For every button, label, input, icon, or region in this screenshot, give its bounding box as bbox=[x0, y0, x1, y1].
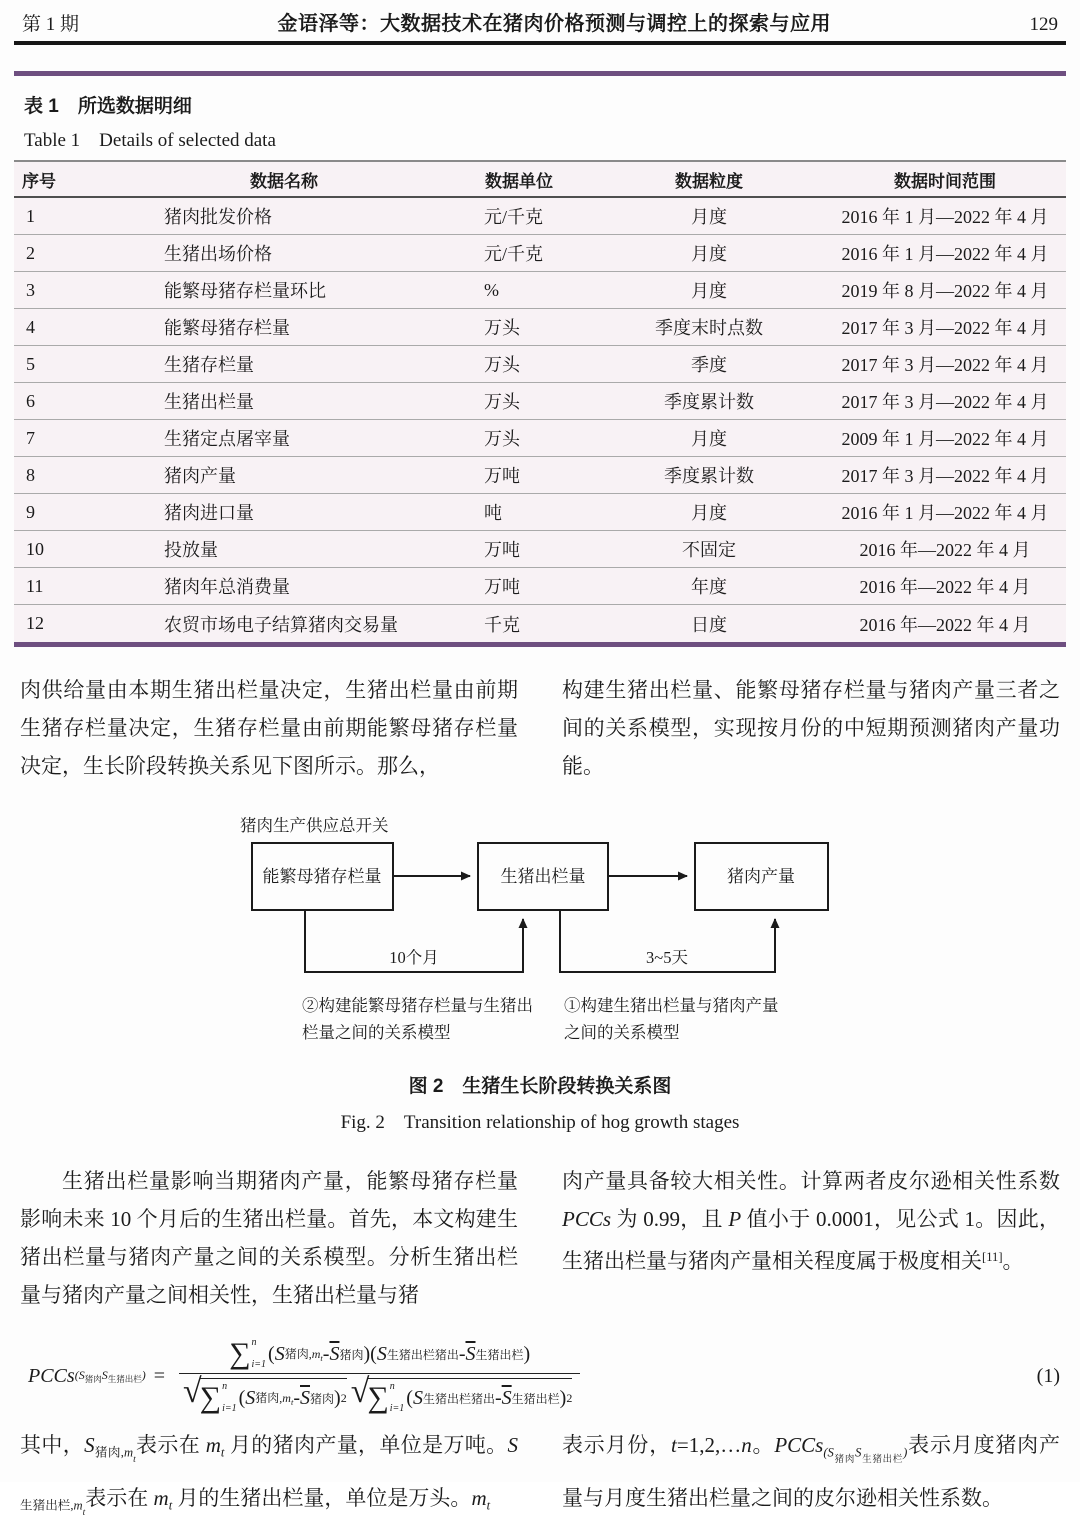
cell-unit: 万头 bbox=[484, 392, 520, 412]
issue-label: 第 1 期 bbox=[22, 14, 80, 35]
table-caption-cn: 表 1 所选数据明细 bbox=[24, 96, 192, 117]
table-row bbox=[14, 568, 1066, 605]
cell-time-range: 2017 年 3 月—2022 年 4 月 bbox=[841, 318, 1049, 338]
cell-unit: 万头 bbox=[484, 429, 520, 449]
table-row bbox=[14, 198, 1066, 235]
equation-1-body bbox=[28, 1338, 1008, 1414]
cell-unit: 万吨 bbox=[484, 577, 520, 597]
data-table bbox=[14, 160, 1066, 642]
paragraph-block-3 bbox=[0, 1426, 1080, 1532]
cell-name: 生猪出栏量 bbox=[164, 392, 254, 412]
cell-index: 12 bbox=[26, 613, 44, 633]
table-caption-en: Table 1 Details of selected data bbox=[24, 130, 276, 151]
head-rule bbox=[14, 41, 1066, 45]
cell-index: 4 bbox=[26, 316, 35, 337]
cell-index: 11 bbox=[26, 575, 44, 596]
cell-unit: 吨 bbox=[484, 503, 502, 523]
cell-granularity: 月度 bbox=[691, 281, 727, 301]
table-header-row bbox=[14, 162, 1066, 198]
cell-name: 生猪定点屠宰量 bbox=[164, 429, 290, 449]
paragraph-1-right: 构建生猪出栏量、能繁母猪存栏量与猪肉产量三者之间的关系模型，实现按月份的中短期预测猪肉产量功能。 bbox=[562, 678, 1060, 778]
pccs-symbol: PCCs bbox=[28, 1364, 75, 1387]
cell-name: 猪肉批发价格 bbox=[164, 207, 272, 227]
equation-number: (1) bbox=[1036, 1364, 1060, 1387]
cell-index: 6 bbox=[26, 390, 35, 411]
table-row bbox=[14, 605, 1066, 642]
table-row bbox=[14, 272, 1066, 309]
cell-name: 生猪存栏量 bbox=[164, 355, 254, 375]
figure-caption-cn: 图 2 生猪生长阶段转换关系图 bbox=[408, 1076, 672, 1097]
table-row bbox=[14, 346, 1066, 383]
figure-caption-en: Fig. 2 Transition relationship of hog growth stages bbox=[340, 1112, 740, 1133]
cell-granularity: 季度末时点数 bbox=[655, 318, 763, 338]
equation-1 bbox=[0, 1328, 1080, 1424]
cell-unit: 万头 bbox=[484, 355, 520, 375]
table-row bbox=[14, 309, 1066, 346]
cell-index: 7 bbox=[26, 427, 35, 448]
edge-label-3-5-days: 3~5天 bbox=[646, 948, 688, 967]
table-body bbox=[14, 198, 1066, 642]
col-header-name: 数据名称 bbox=[250, 171, 318, 191]
paragraph-2-left: 生猪出栏量影响当期猪肉产量，能繁母猪存栏量影响未来 10 个月后的生猪出栏量。首先，本文构建生猪出栏量与猪肉产量之间的关系模型。分析生猪出栏量与猪肉产量之间相关性，生猪出栏量与猪 bbox=[20, 1169, 518, 1307]
cell-time-range: 2009 年 1 月—2022 年 4 月 bbox=[841, 429, 1049, 449]
cell-name: 能繁母猪存栏量 bbox=[164, 318, 290, 338]
radical-2: √ ∑ n i=1 ( S 生猪出栏猪出 - $\overline{S}$ 生猪出栏 ) 2 bbox=[350, 1373, 573, 1414]
equals-sign: = bbox=[153, 1364, 165, 1387]
col-header-unit: 数据单位 bbox=[485, 171, 553, 191]
diagram-note-2-line-1: ②构建能繁母猪存栏量与生猪出 bbox=[302, 996, 533, 1015]
running-head bbox=[0, 0, 1080, 36]
cell-index: 10 bbox=[26, 538, 44, 559]
fraction bbox=[179, 1338, 580, 1414]
col-header-index: 序号 bbox=[22, 171, 56, 191]
cell-unit: 元/千克 bbox=[484, 244, 544, 264]
cell-unit: 万头 bbox=[484, 318, 520, 338]
cell-time-range: 2017 年 3 月—2022 年 4 月 bbox=[841, 392, 1049, 412]
cell-index: 1 bbox=[26, 205, 35, 226]
cell-unit: 千克 bbox=[484, 614, 520, 635]
cell-granularity: 季度累计数 bbox=[664, 392, 754, 412]
cell-unit: 元/千克 bbox=[484, 207, 544, 227]
col-header-time-range: 数据时间范围 bbox=[894, 171, 996, 191]
edge-label-10-months: 10个月 bbox=[389, 948, 439, 967]
cell-time-range: 2019 年 8 月—2022 年 4 月 bbox=[841, 281, 1049, 301]
table-row bbox=[14, 457, 1066, 494]
cell-name: 能繁母猪存栏量环比 bbox=[164, 281, 326, 301]
cell-granularity: 不固定 bbox=[682, 540, 736, 560]
table-bottom-accent-rule bbox=[14, 642, 1066, 647]
table-row bbox=[14, 531, 1066, 568]
paragraph-2-right: 肉产量具备较大相关性。计算两者皮尔逊相关性系数 PCCs 为 0.99，且 P 值小于 0.0001，见公式 1。因此，生猪出栏量与猪肉产量相关程度属于极度相关[11]。 bbox=[562, 1169, 1061, 1273]
sum-operator: ∑ n i=1 bbox=[229, 1337, 267, 1370]
hog-growth-diagram-svg bbox=[190, 807, 890, 1059]
cell-granularity: 月度 bbox=[691, 207, 727, 227]
cell-unit: % bbox=[484, 279, 499, 300]
cell-granularity: 月度 bbox=[691, 244, 727, 264]
table-row bbox=[14, 420, 1066, 457]
numerator: ∑ n i=1 ( S 猪肉$,m_t$ - $\overline{S}$ 猪肉 ) ( S 生猪出栏猪出 - $\overline{S}$ 生猪出栏 ) bbox=[229, 1337, 531, 1370]
table-captions bbox=[0, 76, 1080, 160]
cell-name: 生猪出场价格 bbox=[164, 244, 272, 264]
paragraph-3-left: 其中，$S_{猪肉,mt}$表示在 $m_t$ 月的猪肉产量，单位是万吨。$S_{生猪出栏,mt}$表示在 $m_t$ 月的生猪出栏量，单位是万头。$m_t$ bbox=[20, 1433, 519, 1518]
cell-granularity: 季度 bbox=[691, 355, 727, 375]
cell-index: 8 bbox=[26, 464, 35, 485]
paragraph-3-right: 表示月份，t=1,2,…n。PCCs$_{(S猪肉S生猪出栏)}$表示月度猪肉产量与月度生猪出栏量之间的皮尔逊相关性系数。 bbox=[562, 1433, 1060, 1510]
cell-granularity: 季度累计数 bbox=[664, 466, 754, 486]
cell-granularity: 月度 bbox=[691, 429, 727, 449]
cell-time-range: 2016 年—2022 年 4 月 bbox=[859, 540, 1031, 560]
cell-time-range: 2017 年 3 月—2022 年 4 月 bbox=[841, 466, 1049, 486]
cell-unit: 万吨 bbox=[484, 466, 520, 486]
page-number: 129 bbox=[1029, 14, 1058, 35]
running-title: 金语泽等：大数据技术在猪肉价格预测与调控上的探索与应用 bbox=[277, 13, 831, 35]
radical-1: √ ∑ n i=1 ( S 猪肉$,m_t$ - $\overline{S}$ 猪肉 ) 2 bbox=[183, 1373, 347, 1414]
col-header-granularity: 数据粒度 bbox=[675, 171, 743, 191]
cell-time-range: 2017 年 3 月—2022 年 4 月 bbox=[841, 355, 1049, 375]
pccs-subscript: $(S_{猪肉}S_{生猪出栏})$ bbox=[74, 1367, 146, 1384]
cell-name: 猪肉进口量 bbox=[164, 503, 254, 523]
paragraph-block-2 bbox=[0, 1162, 1080, 1314]
figure-2-diagram bbox=[190, 807, 890, 1059]
diagram-note-2-line-2: 栏量之间的关系模型 bbox=[302, 1023, 451, 1042]
cell-time-range: 2016 年 1 月—2022 年 4 月 bbox=[841, 244, 1049, 264]
cell-name: 猪肉产量 bbox=[164, 466, 236, 486]
cell-granularity: 年度 bbox=[691, 577, 727, 597]
table-row bbox=[14, 383, 1066, 420]
table-row bbox=[14, 494, 1066, 531]
cell-index: 2 bbox=[26, 242, 35, 263]
denominator bbox=[179, 1373, 580, 1414]
cell-granularity: 月度 bbox=[691, 503, 727, 523]
cell-time-range: 2016 年 1 月—2022 年 4 月 bbox=[841, 503, 1049, 523]
box-label-hog-slaughter: 生猪出栏量 bbox=[500, 867, 586, 886]
cell-name: 农贸市场电子结算猪肉交易量 bbox=[164, 614, 398, 635]
cell-unit: 万吨 bbox=[484, 540, 520, 560]
paragraph-1-left: 肉供给量由本期生猪出栏量决定，生猪出栏量由前期生猪存栏量决定，生猪存栏量由前期能繁母猪存栏量决定，生长阶段转换关系见下图所示。那么， bbox=[20, 678, 518, 778]
cell-granularity: 日度 bbox=[691, 614, 727, 635]
diagram-top-label: 猪肉生产供应总开关 bbox=[240, 816, 389, 835]
cell-index: 3 bbox=[26, 279, 35, 300]
paragraph-block-1 bbox=[0, 671, 1080, 785]
diagram-note-1-line-2: 之间的关系模型 bbox=[564, 1023, 680, 1042]
box-label-pork-output: 猪肉产量 bbox=[727, 867, 795, 886]
cell-time-range: 2016 年 1 月—2022 年 4 月 bbox=[841, 207, 1049, 227]
cell-name: 投放量 bbox=[164, 540, 218, 560]
cell-index: 9 bbox=[26, 501, 35, 522]
cell-time-range: 2016 年—2022 年 4 月 bbox=[859, 577, 1031, 597]
cell-time-range: 2016 年—2022 年 4 月 bbox=[859, 614, 1031, 635]
cell-name: 猪肉年总消费量 bbox=[164, 577, 290, 597]
box-label-sow-inventory: 能繁母猪存栏量 bbox=[262, 867, 382, 886]
table-row bbox=[14, 235, 1066, 272]
diagram-note-1-line-1: ①构建生猪出栏量与猪肉产量 bbox=[564, 996, 779, 1015]
cell-index: 5 bbox=[26, 353, 35, 374]
